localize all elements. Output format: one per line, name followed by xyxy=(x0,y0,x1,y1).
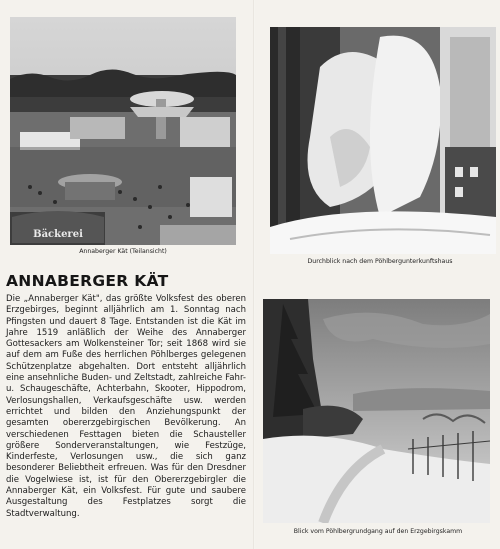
article-body xyxy=(6,294,246,520)
article-paragraph: Die „Annaberger Kät", das größte Volksfest des oberen Erzgebirges, beginnt alljährlich am 1. Sonntag nach Pfingsten und dauert 8 Tage. Entstanden ist die Kät im Jahre 1519 anläßlich der Weihe des Annaberger Gottesackers am Wolkensteiner Tor; seit 1868 wird sie auf dem am Fuße des herrlichen Pöhlberges gelegenen Schützenplatze abgehalten. Dort entsteht alljährlich eine ansehnliche Buden- und Zeltstadt, zahlreiche Fahr- u. Schaugeschäfte, Achterbahn, Skooter, Hippodrom, Verlosungshallen, Verkaufsgeschäfte usw. werden errichtet und bilden den Anziehungspunkt der gesamten obererzgebirgischen Bevölkerung. An verschiedenen Festtagen bieten die Schausteller größere Sonderveranstaltungen, wie Festzüge, Kinderfeste, Verlosungen usw., die sich ganz besonderer Beliebtheit erfreuen. Was für den Dresdner die Vogelwiese ist, ist für den Obererzgebirgler die Annaberger Kät, ein Volksfest. Für gute und saubere Ausgestaltung des Festplatzes sorgt die Stadtverwaltung. xyxy=(6,294,246,519)
snowy-forest-photo xyxy=(270,27,496,254)
fairground-caption: Annaberger Kät (Teilansicht) xyxy=(79,248,167,255)
article-title: ANNABERGER KÄT xyxy=(6,272,169,290)
fair-sign-text: Bäckerei xyxy=(33,229,83,240)
ridge-caption: Blick vom Pöhlbergrundgang auf den Erzgebirgskamm xyxy=(293,528,463,535)
fairground-photo xyxy=(10,17,236,245)
forest-caption: Durchblick nach dem Pöhlbergunterkunftshaus xyxy=(307,258,453,265)
ridge-view-photo xyxy=(263,299,490,523)
page-fold xyxy=(253,0,255,549)
